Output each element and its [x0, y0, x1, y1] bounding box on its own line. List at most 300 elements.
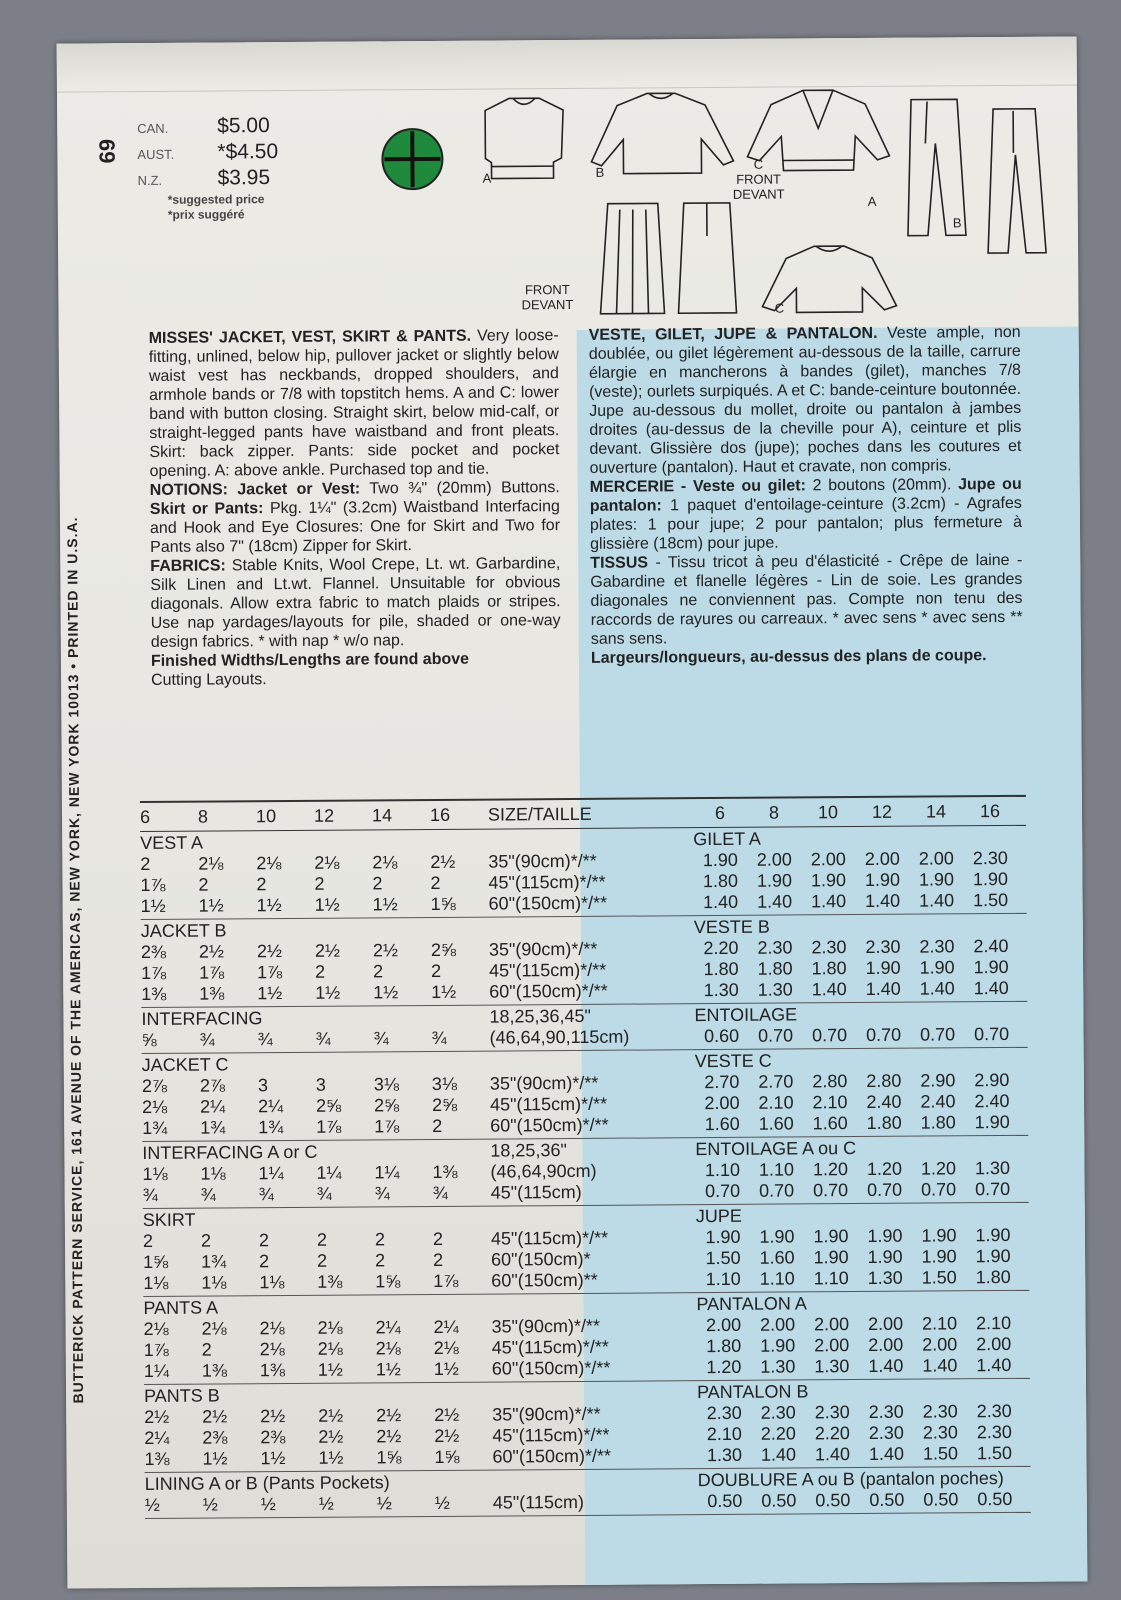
fabric-width: 45"(115cm)*/** — [488, 871, 606, 893]
yardage-cell: 2½ — [430, 851, 456, 872]
figure-label-b: B — [595, 164, 605, 180]
yardage-cell: 2⅛ — [259, 1318, 285, 1339]
yardage-cell: 2⅝ — [373, 1095, 400, 1116]
mercerie-boutons: 2 boutons (20mm). — [812, 476, 952, 495]
yardage-cell: 2⅜ — [202, 1427, 228, 1448]
yardage-cell: 2 — [374, 1229, 386, 1250]
fabric-width: 45"(115cm)*/** — [490, 1227, 609, 1249]
yardage-cell: 1⅞ — [433, 1270, 459, 1291]
view-name-en: INTERFACING — [141, 1008, 263, 1030]
yardage-cell: ¾ — [432, 1182, 448, 1203]
meterage-cell: 1.80 — [811, 958, 847, 979]
meterage-cell: 1.90 — [972, 868, 1009, 890]
price-note: *prix suggéré — [167, 207, 245, 222]
meterage-cell: 1.30 — [760, 1356, 796, 1377]
meterage-cell: 2.10 — [921, 1313, 958, 1334]
meterage-cell: 1.50 — [976, 1442, 1013, 1464]
yardage-cell: 2 — [198, 874, 209, 895]
meterage-cell: 1.40 — [976, 1354, 1012, 1376]
meterage-cell: 1.40 — [919, 978, 955, 999]
mercerie-heading: MERCERIE — [589, 478, 675, 496]
yardage-cell: 1⅝ — [143, 1251, 169, 1273]
meterage-cell: 2.90 — [920, 1070, 956, 1091]
french-title: VESTE, GILET, JUPE & PANTALON. — [588, 324, 878, 344]
yardage-group — [144, 1379, 1031, 1473]
view-name-en: JACKET C — [141, 1054, 229, 1076]
meterage-cell: 0.70 — [975, 1178, 1011, 1200]
meterage-cell: 0.70 — [921, 1179, 957, 1200]
yardage-cell: 2 — [373, 961, 384, 982]
price-note: *suggested price — [167, 192, 265, 207]
meterage-cell: 2.30 — [976, 1400, 1012, 1422]
meterage-cell: 2.30 — [760, 1402, 796, 1423]
meterage-cell: 0.50 — [869, 1489, 905, 1510]
yardage-cell: 1⅞ — [199, 962, 225, 983]
meterage-cell: 2.20 — [703, 937, 739, 959]
fabric-width: (46,64,90cm) — [490, 1160, 597, 1182]
meterage-cell: 2.00 — [868, 1334, 904, 1355]
yardage-cell: 2½ — [202, 1406, 228, 1427]
yardage-cell: 2⅛ — [372, 852, 398, 873]
fabric-width: 35"(90cm)*/** — [491, 1315, 601, 1337]
meterage-cell: 1.10 — [759, 1268, 795, 1289]
meterage-cell: 1.60 — [704, 1113, 740, 1135]
figure-label-skirt-front — [512, 282, 582, 312]
yardage-cell: 2½ — [314, 940, 341, 961]
yardage-cell: 1¾ — [142, 1117, 168, 1139]
meterage-cell: 1.90 — [702, 849, 738, 871]
yardage-cell: ½ — [202, 1494, 218, 1515]
yardage-cell: 1⅜ — [141, 983, 167, 1005]
meterage-cell: 0.70 — [919, 1024, 956, 1045]
meterage-cell: 1.40 — [811, 891, 847, 912]
yardage-cell: 1½ — [373, 982, 399, 1003]
yardage-cell: 2 — [430, 872, 441, 893]
meterage-cell: 2.00 — [756, 849, 792, 870]
yardage-group — [140, 826, 1027, 920]
price-label: CAN. — [137, 120, 169, 137]
fabric-width: 60"(150cm)*/** — [492, 1445, 612, 1467]
yardage-table — [140, 795, 1031, 1519]
yardage-cell: 1½ — [431, 981, 457, 1002]
fabric-width: 60"(150cm)** — [491, 1269, 598, 1291]
yardage-cell: 2⅝ — [431, 1094, 458, 1115]
english-title: MISSES' JACKET, VEST, SKIRT & PANTS. — [148, 327, 472, 347]
yardage-cell: 2⅞ — [141, 1075, 167, 1097]
price-value: $5.00 — [217, 114, 270, 138]
meterage-cell: 1.20 — [706, 1356, 742, 1378]
yardage-cell: 2⅛ — [201, 1318, 227, 1339]
yardage-cell: 1½ — [318, 1447, 344, 1468]
meterage-cell: 2.80 — [866, 1070, 902, 1091]
yardage-group — [142, 1048, 1029, 1142]
figure-label-c: C — [753, 156, 764, 172]
meterage-cell: 2.00 — [918, 848, 954, 869]
notions-buttons: Two ¾" (20mm) Buttons. — [369, 479, 560, 498]
yardage-cell: ½ — [434, 1492, 450, 1513]
price-value: $3.95 — [217, 166, 271, 190]
meterage-cell: 1.40 — [760, 1444, 797, 1465]
meterage-cell: 1.50 — [705, 1247, 741, 1269]
meterage-cell: 1.90 — [918, 869, 955, 890]
view-name-fr: PANTALON A — [696, 1293, 807, 1315]
yardage-cell: 2⅛ — [317, 1317, 343, 1338]
meterage-cell: 1.30 — [706, 1444, 743, 1466]
yardage-cell: ⅝ — [141, 1029, 157, 1051]
view-name-fr: VESTE B — [693, 916, 770, 938]
meterage-cell: 2.30 — [919, 936, 955, 957]
meterage-cell: 2.30 — [757, 937, 793, 958]
yardage-cell: 1¾ — [201, 1251, 227, 1272]
fabrics-heading: FABRICS: — [150, 557, 226, 575]
meterage-cell: 1.40 — [868, 1443, 905, 1464]
yardage-cell: ¾ — [315, 1028, 331, 1049]
publisher-side-text: BUTTERICK PATTERN SERVICE, 161 AVENUE OF THE AMERICAS, NEW YORK, NEW YORK 10013 • PRINTED IN U.S.A. — [63, 516, 87, 1404]
meterage-cell: 2.30 — [922, 1401, 958, 1422]
pattern-envelope — [57, 36, 1088, 1588]
yardage-cell: 1½ — [198, 895, 224, 916]
meterage-cell: 1.60 — [759, 1247, 795, 1268]
yardage-cell: 2 — [432, 1228, 444, 1249]
fabric-width: 60"(150cm)*/** — [490, 1114, 609, 1136]
fabric-width: 45"(115cm) — [492, 1491, 584, 1513]
yardage-cell: 2 — [259, 1251, 270, 1272]
yardage-cell: 2 — [314, 873, 325, 894]
yardage-cell: 2 — [317, 1250, 328, 1271]
meterage-cell: 2.30 — [972, 847, 1008, 869]
pants-b-illustration — [987, 109, 1046, 253]
meterage-cell: 2.00 — [705, 1314, 742, 1336]
yardage-cell: 2 — [375, 1250, 386, 1271]
price-row — [137, 140, 278, 167]
yardage-cell: 2 — [140, 853, 151, 875]
yardage-cell: 1½ — [260, 1448, 286, 1469]
meterage-cell: 2.10 — [812, 1092, 848, 1113]
view-name-fr: ENTOILAGE — [694, 1004, 798, 1026]
meterage-cell: 2.70 — [704, 1071, 740, 1093]
yardage-cell: 1⅜ — [201, 1360, 227, 1381]
view-name-fr: VESTE C — [694, 1050, 772, 1072]
meterage-cell: 1.40 — [973, 977, 1009, 999]
notions-heading: NOTIONS: — [149, 481, 229, 499]
yardage-cell: 1⅛ — [142, 1163, 168, 1185]
meterage-cell: 1.30 — [974, 1157, 1011, 1179]
yardage-cell: 2⅛ — [433, 1337, 459, 1358]
price-value: *$4.50 — [217, 140, 279, 164]
yardage-cell: ¾ — [431, 1027, 447, 1048]
view-name-en: PANTS A — [143, 1297, 219, 1319]
yardage-cell: 2⅜ — [260, 1427, 286, 1448]
fabrics-text: Stable Knits, Wool Crepe, Lt. wt. Garbardine, Silk Linen and Lt.wt. Flannel. Unsuitable for obvious diagonals. Allow extra fabric to match plaids or stripes. Use nap yardages/layouts for pile, shaded or one-way design fabrics. * with nap * w/o nap. — [150, 555, 561, 651]
yardage-group — [142, 1136, 1028, 1209]
fabric-width: 45"(115cm)*/** — [491, 1336, 609, 1358]
tissus-text: - Tissu tricot à peu d'élasticité - Crêpe de laine - Gabardine et flanelle légères - Lin de soie. Les grandes diagonales ne conviennent pas. Compte non tenu des raccords de rayures ou carreaux. * avec sens * avec sens ** sans sens. — [590, 551, 1023, 648]
yardage-cell: 1⅛ — [200, 1163, 226, 1184]
meterage-cell: 1.20 — [866, 1158, 903, 1179]
finished-note-2: Cutting Layouts. — [151, 671, 267, 689]
yardage-cell: 1⅜ — [144, 1448, 170, 1469]
yardage-cell: 2⅛ — [198, 853, 224, 874]
yardage-cell: 1⅝ — [376, 1447, 402, 1468]
view-name-en: INTERFACING A or C — [142, 1141, 318, 1164]
yardage-cell: 2½ — [376, 1426, 402, 1447]
meterage-cell: 2.20 — [814, 1423, 850, 1444]
meterage-cell: 0.50 — [707, 1490, 743, 1512]
mercerie-veste-gilet: - Veste ou gilet: — [680, 477, 806, 496]
meterage-cell: 2.00 — [759, 1314, 796, 1335]
yardage-cell: 2 — [316, 1229, 328, 1250]
view-name-fr: JUPE — [695, 1205, 742, 1227]
figure-label-pants-b: B — [952, 215, 962, 231]
meterage-cell: 2.00 — [976, 1333, 1012, 1355]
meterage-cell: 2.40 — [974, 1090, 1010, 1112]
yardage-cell: 1¼ — [258, 1163, 284, 1184]
meterage-cell: 1.40 — [865, 978, 901, 999]
meterage-cell: 0.70 — [705, 1180, 741, 1202]
yardage-cell: 1¾ — [200, 1117, 226, 1138]
figure-label-front: FRONT — [736, 171, 782, 187]
meterage-cell: 1.90 — [975, 1224, 1011, 1246]
yardage-cell: ½ — [260, 1494, 276, 1515]
fabric-width: 60"(150cm)*/** — [491, 1357, 611, 1379]
meterage-cell: 2.70 — [758, 1071, 794, 1092]
meterage-cell: 1.90 — [810, 870, 847, 891]
meterage-cell: 0.70 — [759, 1180, 795, 1201]
meterage-cell: 1.20 — [920, 1158, 957, 1179]
size-header: 12 — [313, 805, 335, 826]
meterage-cell: 2.40 — [920, 1091, 956, 1112]
yardage-cell: ¾ — [199, 1029, 215, 1050]
yardage-cell: 2⅛ — [375, 1338, 401, 1359]
yardage-cell: 2⅛ — [259, 1339, 285, 1360]
yardage-cell: 2⅛ — [141, 1096, 168, 1118]
yardage-cell: 2½ — [256, 941, 283, 962]
yardage-cell: 1½ — [372, 894, 398, 915]
figure-label-pants-a: A — [867, 193, 877, 209]
fabric-width: 60"(150cm)*/** — [488, 892, 608, 914]
yardage-cell: 2¼ — [199, 1096, 226, 1117]
meterage-cell: 1.90 — [975, 1245, 1011, 1267]
yardage-cell: 2⅝ — [315, 1095, 342, 1116]
meterage-cell: 1.90 — [919, 957, 955, 978]
yardage-cell: 1⅜ — [259, 1360, 285, 1381]
yardage-cell: 2¼ — [375, 1317, 401, 1338]
meterage-cell: 1.30 — [757, 979, 793, 1000]
meterage-cell: 2.30 — [868, 1401, 904, 1422]
meterage-cell: 1.30 — [814, 1356, 850, 1377]
yardage-cell: 2 — [431, 960, 442, 981]
yardage-cell: ½ — [318, 1493, 334, 1514]
meterage-cell: 1.10 — [704, 1159, 741, 1181]
meterage-cell: 1.40 — [757, 891, 793, 912]
meterage-cell: 2.10 — [758, 1092, 794, 1113]
meterage-cell: 1.90 — [760, 1335, 796, 1356]
meterage-cell: 1.90 — [756, 870, 793, 891]
yardage-cell: 2 — [372, 873, 383, 894]
yardage-cell: 1½ — [257, 983, 283, 1004]
meterage-cell: 2.30 — [922, 1422, 958, 1443]
yardage-cell: 1½ — [317, 1359, 343, 1380]
yardage-cell: 2½ — [376, 1405, 402, 1426]
yardage-cell: 2½ — [318, 1426, 344, 1447]
meterage-cell: 2.10 — [706, 1423, 742, 1445]
size-header: 8 — [768, 802, 780, 823]
meterage-cell: 1.90 — [705, 1226, 741, 1248]
meterage-cell: 1.40 — [868, 1355, 904, 1376]
meterage-cell: 2.00 — [813, 1314, 850, 1335]
yardage-cell: ¾ — [257, 1029, 273, 1050]
yardage-cell: 2¼ — [257, 1096, 284, 1117]
fabric-width: 45"(115cm)*/** — [492, 1424, 610, 1446]
price-row — [137, 114, 278, 141]
fabric-width: 35"(90cm)*/** — [488, 850, 597, 872]
view-name-en: LINING A or B (Pants Pockets) — [144, 1472, 390, 1494]
yardage-cell: 1½ — [433, 1358, 459, 1379]
group-width-head: 18,25,36,45" — [489, 1005, 591, 1027]
yardage-cell: 2 — [432, 1115, 443, 1136]
yardage-cell: 1½ — [256, 895, 282, 916]
yardage-group — [141, 1002, 1027, 1054]
meterage-cell: 2.00 — [814, 1335, 850, 1356]
stock-number: 69 — [94, 138, 120, 164]
meterage-cell: 2.30 — [976, 1421, 1012, 1443]
yardage-cell: 1½ — [202, 1448, 228, 1469]
yardage-cell: 1⅝ — [375, 1271, 401, 1292]
yardage-cell: 3⅛ — [431, 1073, 457, 1094]
meterage-cell: 0.70 — [811, 1025, 848, 1046]
size-label: SIZE/TAILLE — [487, 803, 592, 825]
yardage-cell: 1⅞ — [140, 874, 166, 896]
yardage-cell: 2 — [315, 961, 326, 982]
meterage-cell: 1.90 — [867, 1225, 903, 1246]
meterage-cell: 2.40 — [973, 935, 1009, 957]
size-header: 14 — [371, 804, 393, 825]
figure-label-c-back: C — [774, 300, 785, 316]
yardage-cell: 1⅞ — [143, 1339, 169, 1361]
yardage-cell: 1⅜ — [199, 983, 225, 1004]
fabric-width: 45"(115cm)*/** — [489, 1093, 608, 1115]
yardage-cell: ½ — [376, 1493, 392, 1514]
size-header: 16 — [429, 804, 451, 825]
meterage-cell: 2.40 — [866, 1091, 902, 1112]
fabric-width: 35"(90cm)*/** — [489, 1072, 599, 1094]
meterage-cell: 1.90 — [921, 1225, 957, 1246]
yardage-cell: 1⅛ — [259, 1272, 285, 1293]
meterage-cell: 1.10 — [758, 1159, 795, 1180]
meterage-cell: 1.60 — [758, 1113, 794, 1134]
size-header: 12 — [871, 801, 893, 822]
view-name-en: JACKET B — [140, 920, 227, 942]
price-row — [137, 166, 278, 193]
meterage-cell: 2.30 — [811, 937, 847, 958]
meterage-cell: 1.40 — [865, 890, 901, 911]
yardage-cell: 2¼ — [144, 1427, 170, 1449]
notions-jacket-vest: Jacket or Vest: — [237, 480, 361, 499]
jacket-b-illustration — [591, 93, 734, 174]
meterage-cell: 1.90 — [759, 1226, 795, 1247]
yardage-cell: 2½ — [434, 1404, 460, 1425]
fabric-width: 60"(150cm)*/** — [489, 980, 608, 1002]
size-header: 8 — [197, 806, 209, 827]
yardage-cell: 3 — [257, 1075, 268, 1096]
yardage-cell: 2⅝ — [430, 939, 457, 960]
meterage-cell: 2.30 — [868, 1422, 904, 1443]
meterage-cell: 2.00 — [704, 1092, 740, 1114]
meterage-cell: 2.10 — [975, 1312, 1012, 1334]
meterage-cell: 0.50 — [815, 1490, 851, 1511]
notions-interfacing: Pkg. 1¼" (3.2cm) Waistband Interfacing and Hook and Eye Closures: One for Skirt and Two for Pants also 7" (18cm) Zipper for Skirt. — [149, 498, 561, 556]
meterage-cell: 1.90 — [867, 1246, 903, 1267]
yardage-cell: 2½ — [434, 1425, 460, 1446]
meterage-cell: 1.90 — [974, 1111, 1010, 1133]
yardage-cell: 1⅝ — [430, 893, 456, 914]
meterage-cell: 0.70 — [865, 1024, 902, 1045]
yardage-cell: 1⅝ — [434, 1446, 460, 1467]
figure-label-front: FRONT — [524, 282, 570, 298]
meterage-cell: 1.80 — [703, 958, 739, 980]
yardage-cell: 2¼ — [433, 1316, 459, 1337]
finished-note: Finished Widths/Lengths are found above — [150, 650, 470, 670]
meterage-cell: 1.90 — [813, 1226, 849, 1247]
view-name-en: PANTS B — [143, 1385, 220, 1407]
meterage-cell: 0.60 — [703, 1025, 740, 1047]
meterage-cell: 1.80 — [866, 1112, 902, 1133]
yardage-cell: 1½ — [315, 982, 341, 1003]
meterage-cell: 2.80 — [812, 1071, 848, 1092]
meterage-cell: 1.90 — [921, 1246, 957, 1267]
view-name-fr: ENTOILAGE A ou C — [695, 1138, 857, 1160]
yardage-cell: ¾ — [200, 1184, 216, 1205]
meterage-cell: 1.90 — [973, 956, 1009, 978]
meterage-cell: 2.30 — [814, 1402, 850, 1423]
figure-label-a: A — [482, 170, 492, 186]
yardage-cell: 1½ — [314, 894, 340, 915]
figure-label-c-front — [723, 156, 793, 201]
price-label: AUST. — [137, 146, 175, 163]
tissus-heading: TISSUS — [590, 554, 649, 572]
yardage-cell: 2⅛ — [256, 853, 282, 874]
size-range-cross-icon — [380, 127, 444, 191]
meterage-cell: 1.40 — [922, 1355, 958, 1376]
yardage-cell: 2⅛ — [314, 852, 340, 873]
view-name-en: SKIRT — [142, 1209, 196, 1231]
yardage-groups — [140, 826, 1031, 1519]
meterage-cell: 2.30 — [865, 936, 901, 957]
meterage-cell: 1.50 — [921, 1267, 957, 1288]
meterage-cell: 0.50 — [761, 1490, 797, 1511]
yardage-cell: 1⅞ — [141, 962, 167, 984]
view-name-fr: DOUBLURE A ou B (pantalon poches) — [697, 1468, 1004, 1491]
yardage-cell: 1⅞ — [257, 962, 283, 983]
fabric-width: 35"(90cm)*/** — [488, 938, 598, 960]
english-description — [149, 326, 562, 690]
meterage-cell: 2.20 — [760, 1423, 796, 1444]
yardage-cell: 2½ — [144, 1406, 170, 1428]
meterage-cell: 2.00 — [810, 849, 846, 870]
yardage-cell: 2½ — [198, 941, 225, 962]
meterage-cell: 1.80 — [975, 1266, 1011, 1288]
meterage-cell: 1.30 — [867, 1267, 903, 1288]
yardage-group — [143, 1203, 1030, 1297]
fabric-width: 35"(90cm)*/** — [492, 1403, 601, 1425]
yardage-cell: 1½ — [375, 1359, 401, 1380]
figure-label-devant: DEVANT — [732, 186, 785, 202]
yardage-cell: 2 — [200, 1230, 212, 1251]
size-header: 16 — [979, 800, 1001, 821]
meterage-cell: 0.50 — [923, 1489, 959, 1510]
yardage-cell: 2½ — [372, 940, 399, 961]
meterage-cell: 1.40 — [814, 1444, 851, 1465]
